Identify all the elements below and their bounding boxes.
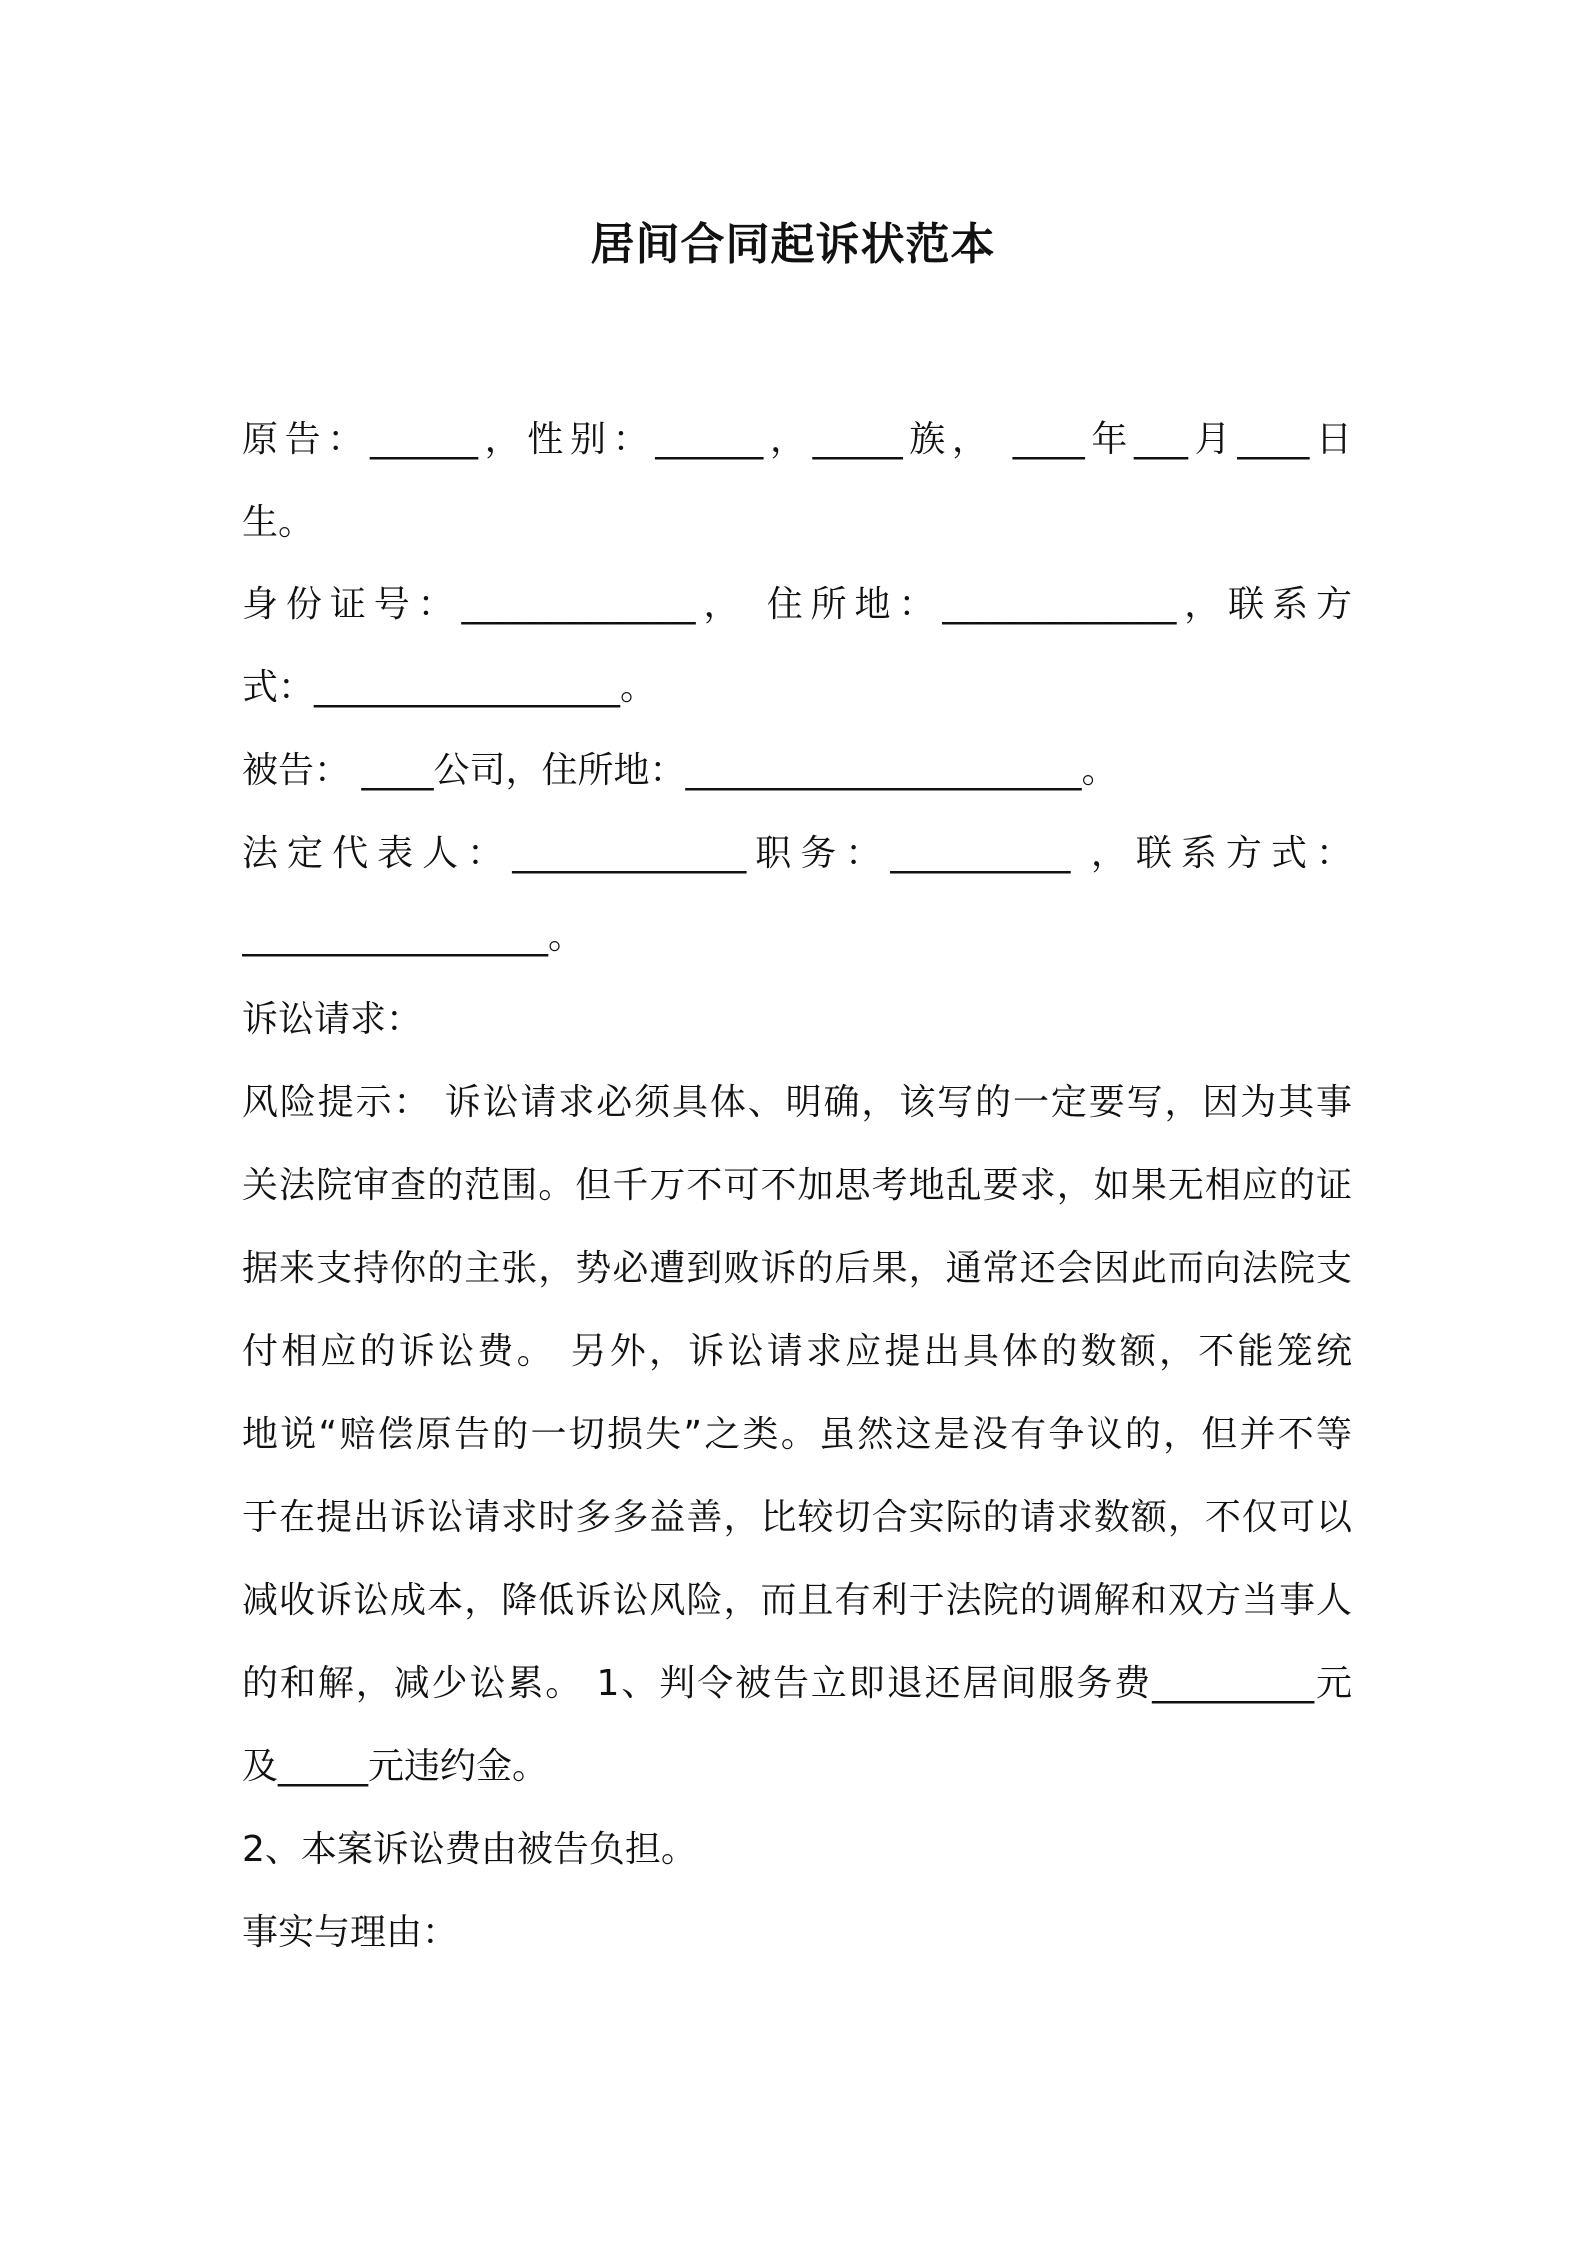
risk-paragraph-line-6: 于在提出诉讼请求时多多益善，比较切合实际的请求数额，不仅可以 bbox=[242, 1497, 1352, 1538]
risk-paragraph-line-7: 减收诉讼成本，降低诉讼风险，而且有利于法院的调解和双方当事人 bbox=[242, 1580, 1352, 1621]
plaintiff-line-1: 原告：______，性别：______，_____族， ____年___月____日 bbox=[242, 419, 1352, 460]
legal-rep-line-2: _________________。 bbox=[242, 916, 584, 957]
claim-item-2: 2、本案诉讼费由被告负担。 bbox=[242, 1829, 697, 1870]
id-address-line-1: 身份证号：_____________， 住所地：_____________，联系方 bbox=[242, 584, 1352, 625]
claims-heading: 诉讼请求： bbox=[242, 999, 423, 1040]
legal-rep-line-1: 法定代表人：_____________职务：__________ ，联系方式： bbox=[242, 833, 1352, 874]
risk-paragraph-line-5: 地说“赔偿原告的一切损失”之类。虽然这是没有争议的，但并不等 bbox=[242, 1414, 1352, 1455]
risk-paragraph-line-8: 的和解，减少讼累。 1、判令被告立即退还居间服务费_________元 bbox=[242, 1663, 1352, 1704]
id-address-line-2: 式：_________________。 bbox=[242, 667, 657, 708]
facts-heading: 事实与理由： bbox=[242, 1912, 459, 1953]
plaintiff-line-2: 生。 bbox=[242, 502, 315, 543]
risk-paragraph-line-2: 关法院审查的范围。但千万不可不加思考地乱要求，如果无相应的证 bbox=[242, 1165, 1352, 1206]
risk-paragraph-line-4: 付相应的诉讼费。 另外，诉讼请求应提出具体的数额，不能笼统 bbox=[242, 1331, 1352, 1372]
claim-item-1-end: 及_____元违约金。 bbox=[242, 1746, 549, 1787]
risk-paragraph-line-3: 据来支持你的主张，势必遭到败诉的后果，通常还会因此而向法院支 bbox=[242, 1248, 1352, 1289]
risk-paragraph-line-1: 风险提示： 诉讼请求必须具体、明确，该写的一定要写，因为其事 bbox=[242, 1082, 1352, 1123]
page-title: 居间合同起诉状范本 bbox=[590, 219, 996, 270]
defendant-line: 被告： ____公司，住所地：______________________。 bbox=[242, 750, 1118, 791]
